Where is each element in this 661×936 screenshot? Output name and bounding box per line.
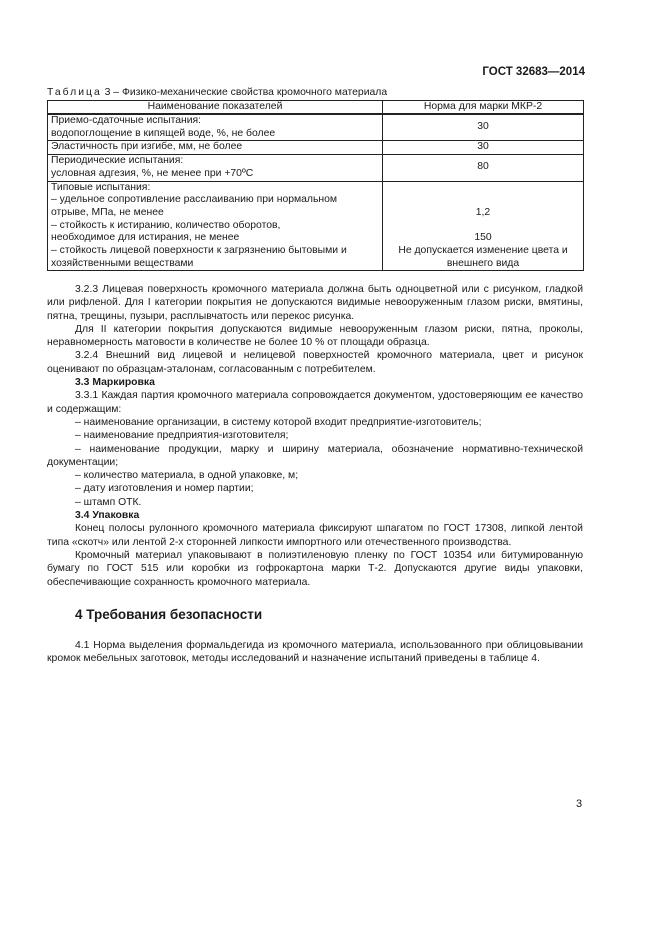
cell-line: хозяйственными веществами [51,257,194,269]
norm-value-cell [383,114,584,141]
indicator-name-cell [48,141,383,155]
table-row [48,141,584,155]
cell-line: – удельное сопротивление расслаиванию при нормальном [51,194,338,206]
page-number: 3 [576,798,583,810]
paragraph: Конец полосы рулонного кромочного материала фиксируют шпагатом по ГОСТ 17308, липкой лентой типа «скотч» или лентой 2-х сторонней липкости импортного или отечественного производства. [47,523,583,548]
column-header: Норма для марки МКР-2 [383,101,584,115]
cell-line: Не допускается изменение цвета и [398,245,568,256]
cell-line [386,220,580,233]
cell-line: Приемо-сдаточные испытания: [51,115,202,126]
indicator-name-cell [48,155,383,181]
cell-line: необходимое для истирания, не менее [51,232,240,244]
cell-line: водопоглощение в кипящей воде, %, не более [51,127,276,139]
list-item: – наименование продукции, марку и ширину материала, обозначение нормативно-технической документации; [47,443,583,468]
paragraph: Для II категории покрытия допускаются видимые невооруженным глазом риски, пятна, проколы, неравномерность матовости в количестве не более 10 % от площади образца. [47,323,583,349]
list-item: – дату изготовления и номер партии; [75,483,254,495]
cell-line: внешнего вида [446,257,520,269]
list-item: – штамп ОТК. [75,496,142,508]
indicator-name-cell [48,181,383,271]
paragraph: Кромочный материал упаковывают в полиэтиленовую пленку по ГОСТ 10354 или битумированную бумагу по ГОСТ 515 или коробки из гофрокартона марки Т-2. Допускаются другие виды упаковки, обеспечивающие сохранность кромочного материала. [47,549,583,588]
section-heading: 3.4 Упаковка [75,510,140,522]
cell-line: 30 [477,121,489,133]
chapter-heading: 4 Требования безопасности [75,606,263,622]
paragraph: 3.3.1 Каждая партия кромочного материала сопровождается документом, удостоверяющим ее качество и содержащим: [47,390,583,415]
norm-value-cell [383,155,584,181]
paragraph: 4.1 Норма выделения формальдегида из кромочного материала, использованного при облицовывании кромок мебельных заготовок, методы исследований и назначение испытаний приведены в таблице 4. [47,639,583,665]
column-header: Наименование показателей [48,101,383,115]
cell-line: 1,2 [475,206,491,218]
table-row [48,155,584,181]
cell-line: 80 [477,161,489,173]
list-item: – наименование организации, в систему которой входит предприятие-изготовитель; [75,416,482,428]
table-caption [47,86,387,99]
document-code: ГОСТ 32683—2014 [482,66,585,78]
table-header-row [48,101,584,115]
cell-line: – стойкость лицевой поверхности к загрязнению бытовыми и [51,245,347,257]
cell-line: Эластичность при изгибе, мм, не более [51,141,243,153]
cell-line: Типовые испытания: [51,181,151,193]
table-caption-text: 3 – Физико-механические свойства кромочного материала [101,87,388,98]
paragraph: 3.2.3 Лицевая поверхность кромочного материала должна быть одноцветной или с рисунком, гладкой или рифленой. Для I категории покрытия не допускаются видимые невооруженным глазом риски, вмятины, пятна, трещины, пузыри, расплывчатость или перекос рисунка. [47,284,583,322]
properties-table [47,100,584,271]
table-caption-label: Таблица [47,87,102,98]
cell-line: 150 [474,232,492,244]
paragraph: 3.2.4 Внешний вид лицевой и нелицевой поверхностей кромочного материала, цвет и рисунок оценивают по образцам-эталонам, согласованным с потребителем. [47,350,583,375]
cell-line [386,194,580,207]
cell-line: 30 [477,141,489,153]
section-heading: 3.3 Маркировка [75,377,155,389]
cell-line: условная адгезия, %, не менее при +70ºС [51,167,254,179]
cell-line: отрыве, МПа, не менее [51,206,164,218]
indicator-name-cell [48,114,383,141]
cell-line [386,182,580,195]
cell-line: Периодические испытания: [51,155,184,167]
cell-line: – стойкость к истиранию, количество оборотов, [51,219,281,231]
list-item: – наименование предприятия-изготовителя; [75,430,289,442]
document-body [47,283,583,665]
table-row [48,181,584,271]
norm-value-cell [383,141,584,155]
list-item: – количество материала, в одной упаковке, м; [75,470,299,482]
norm-value-cell [383,181,584,271]
table-row [48,114,584,141]
